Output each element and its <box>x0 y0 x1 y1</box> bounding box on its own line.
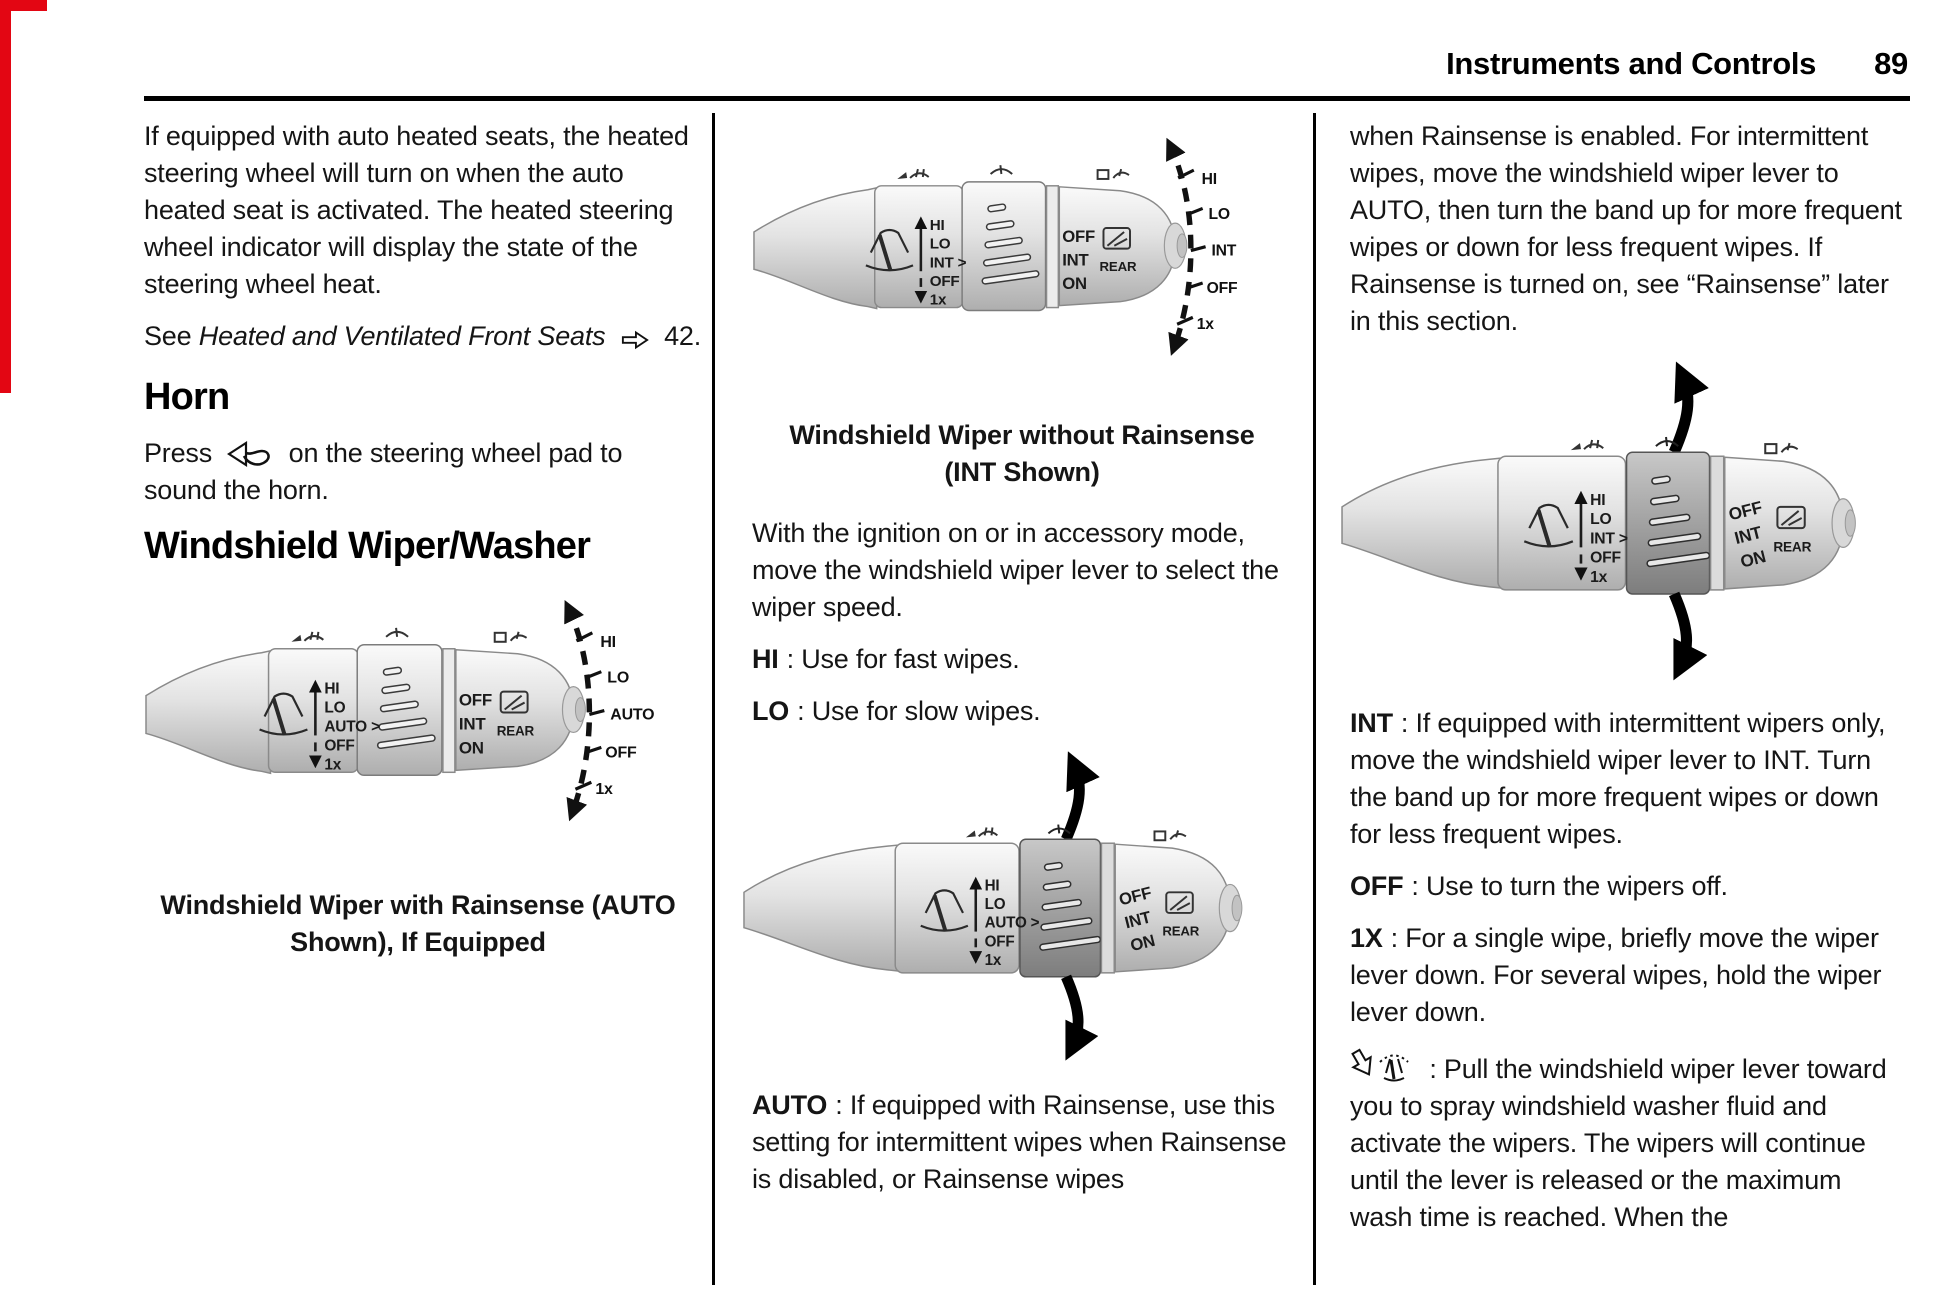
rear-washer-wiper-icon <box>1154 831 1185 841</box>
svg-text:INT: INT <box>1122 907 1153 933</box>
reference-page: 42. <box>664 321 701 351</box>
horn-heading: Horn <box>144 376 230 418</box>
page-header <box>900 46 1908 82</box>
stalk-ring <box>1711 456 1724 590</box>
svg-text:INT: INT <box>1062 250 1089 270</box>
rotate-up-arrow-icon <box>1066 765 1079 840</box>
svg-text:INT: INT <box>1732 522 1764 549</box>
washer-wiper-icon <box>1571 440 1603 450</box>
column-2 <box>752 118 1292 1213</box>
washer-spray-icon <box>1350 1046 1414 1084</box>
svg-text:HI: HI <box>929 216 945 234</box>
stalk-ring <box>443 649 455 773</box>
page-number: 89 <box>1874 46 1908 81</box>
off-definition: OFF : Use to turn the wipers off. <box>1350 871 1728 902</box>
rear-washer-wiper-icon <box>1098 169 1129 179</box>
svg-text:REAR: REAR <box>496 723 534 739</box>
svg-text:AUTO >: AUTO > <box>324 718 380 736</box>
figure-band-auto <box>742 745 1292 1069</box>
heated-seats-paragraph: If equipped with auto heated seats, the heated steering wheel will turn on when the auto heated seat is activated. The heated steering wheel indicator will display the state of the steering wheel heat. <box>144 121 689 299</box>
lo-definition: LO : Use for slow wipes. <box>752 696 1041 727</box>
page-ref-arrow-icon <box>621 329 649 351</box>
see-reference-line: See Heated and Ventilated Front Seats 42. <box>144 321 701 351</box>
red-corner-mark-vertical <box>0 0 11 393</box>
svg-text:1x: 1x <box>1196 316 1214 334</box>
wiper-small-icon <box>991 165 1013 174</box>
stalk-arm <box>146 651 271 774</box>
svg-text:LO: LO <box>1590 511 1612 529</box>
svg-text:LO: LO <box>984 896 1006 914</box>
horn-paragraph: Press on the steering wheel pad to sound the horn. <box>144 438 623 505</box>
svg-text:OFF: OFF <box>929 272 960 290</box>
svg-text:OFF: OFF <box>1590 549 1621 567</box>
svg-text:HI: HI <box>984 877 1000 895</box>
svg-text:OFF: OFF <box>1062 226 1096 246</box>
rear-washer-wiper-icon <box>1765 443 1797 453</box>
stalk-arm <box>744 845 897 971</box>
svg-text:ON: ON <box>1738 546 1768 572</box>
washer-wiper-icon <box>291 632 323 642</box>
svg-text:INT >: INT > <box>929 254 967 272</box>
section-title: Instruments and Controls <box>1446 46 1817 81</box>
svg-text:1x: 1x <box>595 781 613 799</box>
svg-text:HI: HI <box>324 680 340 698</box>
svg-text:REAR: REAR <box>1099 259 1137 275</box>
rotate-up-arrow-icon <box>1674 375 1688 452</box>
column-divider <box>712 113 715 1285</box>
svg-text:1x: 1x <box>984 952 1002 970</box>
wiper-washer-heading: Windshield Wiper/Washer <box>144 525 591 567</box>
stalk-ring <box>1101 843 1114 973</box>
svg-text:HI: HI <box>1201 170 1217 188</box>
horn-icon <box>227 440 273 468</box>
auto-definition: AUTO : If equipped with Rainsense, use this setting for intermittent wipes when Rainsense is disabled, or Rainsense wipes <box>752 1090 1287 1195</box>
svg-text:OFF: OFF <box>1117 883 1154 910</box>
svg-text:LO: LO <box>324 699 346 717</box>
rotate-down-arrow-icon <box>1674 594 1686 667</box>
svg-text:OFF: OFF <box>605 744 637 762</box>
wiper-small-icon <box>386 628 408 637</box>
svg-text:AUTO: AUTO <box>610 706 655 724</box>
figure-wiper-rainsense <box>144 584 692 843</box>
rotate-down-arrow-icon <box>1066 977 1078 1048</box>
svg-text:AUTO >: AUTO > <box>984 914 1040 932</box>
washer-wiper-icon <box>897 169 928 179</box>
column-3 <box>1350 118 1907 1251</box>
svg-text:REAR: REAR <box>1773 539 1812 555</box>
int-definition: INT : If equipped with intermittent wipers only, move the windshield wiper lever to INT. Turn the band up for more frequent wipes or down for less frequent wipes. <box>1350 708 1886 850</box>
figure-band-int <box>1340 355 1907 689</box>
svg-text:LO: LO <box>929 235 951 253</box>
svg-text:INT >: INT > <box>1590 530 1628 548</box>
svg-text:OFF: OFF <box>1206 279 1238 297</box>
svg-text:OFF: OFF <box>324 737 355 755</box>
svg-text:LO: LO <box>1208 206 1230 224</box>
svg-text:HI: HI <box>600 633 616 651</box>
svg-text:1x: 1x <box>929 291 947 309</box>
svg-text:OFF: OFF <box>458 690 493 710</box>
figure-caption: Windshield Wiper with Rainsense (AUTO Shown), If Equipped <box>160 890 676 958</box>
svg-text:LO: LO <box>607 669 630 687</box>
svg-text:ON: ON <box>1062 273 1087 293</box>
svg-text:INT: INT <box>458 714 486 734</box>
column-1 <box>144 118 701 985</box>
washer-definition: : Pull the windshield wiper lever toward you to spray windshield washer fluid and activate the wipers. The wipers will continue until the lever is released or the maximum wash time is reached. When the <box>1350 1046 1907 1236</box>
washer-wiper-icon <box>966 828 997 838</box>
ignition-paragraph: With the ignition on or in accessory mode, move the windshield wiper lever to select the wiper speed. <box>752 518 1279 623</box>
stalk-arm <box>1342 458 1500 588</box>
column-divider <box>1313 113 1316 1285</box>
svg-text:ON: ON <box>458 738 484 758</box>
svg-text:1x: 1x <box>1590 568 1608 586</box>
svg-text:REAR: REAR <box>1162 923 1200 939</box>
figure-wiper-int <box>752 122 1292 377</box>
svg-text:OFF: OFF <box>1726 496 1765 525</box>
svg-text:ON: ON <box>1128 931 1157 956</box>
figure-caption: Windshield Wiper without Rainsense (INT Shown) <box>789 420 1255 488</box>
cross-reference: Heated and Ventilated Front Seats <box>198 321 606 351</box>
svg-text:INT: INT <box>1211 242 1237 260</box>
header-rule <box>144 96 1910 101</box>
rainsense-continued-paragraph: when Rainsense is enabled. For intermittent wipes, move the windshield wiper lever to AUTO, then turn the band up for more frequent wipes or down for less frequent wipes. If Rainsense is turned on, see “Rainsense” later in this section. <box>1350 121 1902 336</box>
svg-text:1x: 1x <box>324 756 342 774</box>
svg-text:OFF: OFF <box>984 933 1015 951</box>
hi-definition: HI : Use for fast wipes. <box>752 644 1020 675</box>
rear-washer-wiper-icon <box>495 632 527 642</box>
svg-text:HI: HI <box>1590 491 1606 509</box>
onex-definition: 1X : For a single wipe, briefly move the wiper lever down. For several wipes, hold the wiper lever down. <box>1350 923 1882 1028</box>
